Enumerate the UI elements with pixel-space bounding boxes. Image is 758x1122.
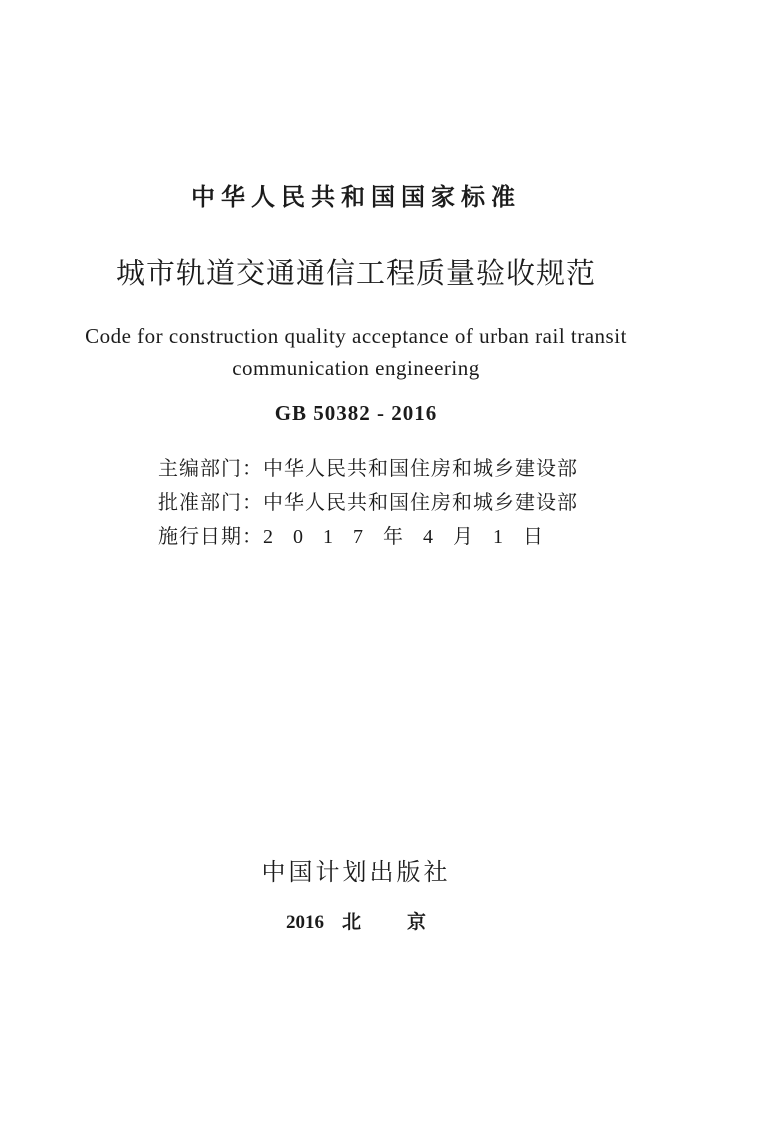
publisher-name: 中国计划出版社	[261, 860, 451, 886]
standard-title-en	[0, 320, 735, 384]
approval-dept-row	[158, 486, 578, 520]
effective-date-label: 施行日期：	[158, 526, 263, 548]
imprint-city-char2: 京	[407, 912, 427, 933]
standard-title-zh: 城市轨道交通通信工程质量验收规范	[115, 258, 596, 290]
standard-code: GB 50382 - 2016	[274, 401, 438, 425]
approval-dept-label: 批准部门：	[158, 492, 263, 514]
standard-title-en-line2: communication engineering	[232, 356, 480, 380]
chief-editor-dept-value: 中华人民共和国住房和城乡建设部	[263, 458, 578, 480]
imprint-city-char1: 北	[341, 912, 361, 933]
approval-dept-value: 中华人民共和国住房和城乡建设部	[263, 492, 578, 514]
effective-date-value: 2017年4月1日	[263, 526, 563, 548]
effective-date-row	[158, 520, 578, 554]
standard-category-heading: 中华人民共和国国家标准	[191, 184, 521, 211]
imprint-year: 2016	[285, 912, 324, 933]
chief-editor-dept-row	[158, 452, 578, 486]
chief-editor-dept-label: 主编部门：	[158, 458, 263, 480]
standard-title-en-line1: Code for construction quality acceptance of urban rail transit	[85, 324, 627, 348]
publication-info-block	[158, 452, 578, 554]
imprint-line	[0, 907, 735, 934]
